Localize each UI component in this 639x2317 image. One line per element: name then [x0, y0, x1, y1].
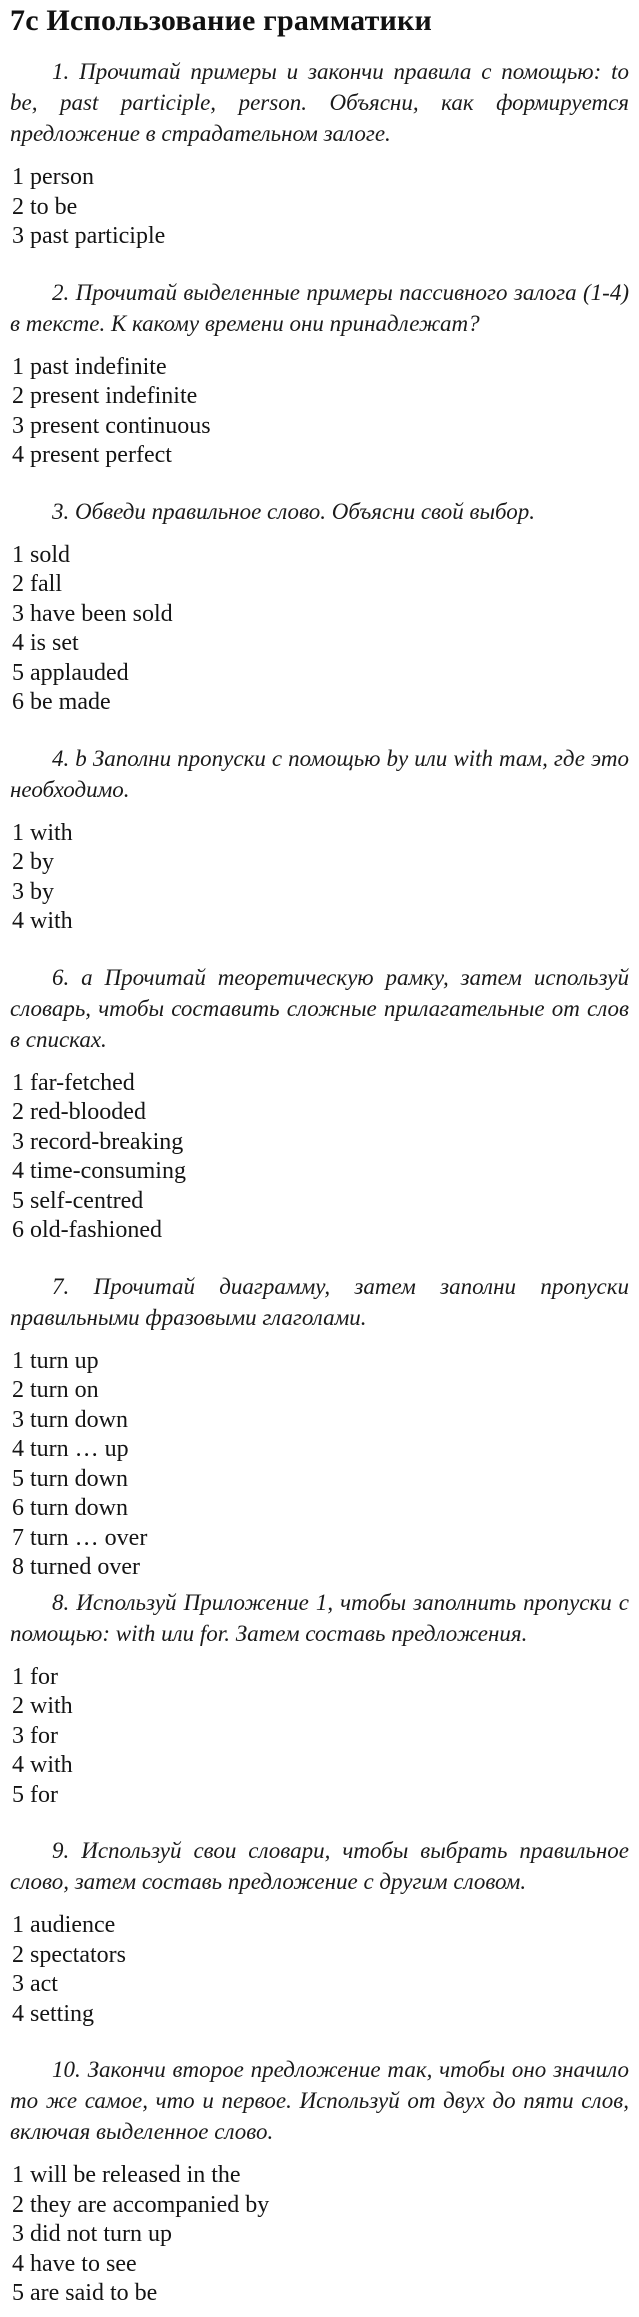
exercise-instruction: 10. Закончи второе предложение так, чтобы оно значило то же самое, что и первое. Используй от двух до пяти слов, включая выделенное слово.	[10, 2057, 629, 2144]
answer-item: 1 sold	[12, 541, 71, 568]
answer-item: 5 turn down	[12, 1465, 128, 1492]
answer-item: 5 for	[12, 1781, 58, 1808]
exercise-instruction: 4. b Заполни пропуски с помощью by или with там, где это необходимо.	[10, 745, 629, 802]
answer-item: 1 far-fetched	[12, 1069, 135, 1096]
answer-item: 2 with	[12, 1693, 73, 1719]
answer-item: 1 person	[12, 164, 94, 190]
answer-item: 1 past indefinite	[12, 353, 167, 380]
answer-list	[10, 2161, 629, 2309]
answer-item: 2 by	[12, 849, 54, 875]
answer-item: 4 present perfect	[12, 442, 172, 468]
answer-item: 2 red-blooded	[12, 1099, 146, 1125]
answer-item: 4 with	[12, 1752, 73, 1778]
answer-item: 4 setting	[12, 2000, 94, 2027]
answer-item: 4 have to see	[12, 2250, 137, 2277]
answer-item: 2 fall	[12, 571, 62, 597]
answer-item: 5 are said to be	[12, 2280, 158, 2306]
exercise-instruction: 2. Прочитай выделенные примеры пассивного залога (1-4) в тексте. К какому времени они принадлежат?	[10, 279, 629, 336]
answer-item: 5 applauded	[12, 659, 129, 686]
exercise-instruction: 1. Прочитай примеры и закончи правила с помощью: to be, past participle, person. Объясни, как формируется предложение в страдательном залоге.	[10, 59, 629, 146]
answer-item: 3 turn down	[12, 1406, 128, 1433]
answer-item: 1 turn up	[12, 1347, 99, 1374]
exercise-9	[10, 1835, 629, 2029]
answer-item: 1 will be released in the	[12, 2162, 241, 2188]
exercise-instruction: 3. Обведи правильное слово. Объясни свой выбор.	[52, 498, 536, 524]
exercise-3	[10, 496, 629, 718]
answer-item: 1 with	[12, 819, 73, 846]
answer-list	[10, 163, 629, 252]
answer-item: 3 past participle	[12, 223, 166, 249]
exercise-6a	[10, 962, 629, 1246]
answer-item: 4 turn … up	[12, 1436, 129, 1462]
answer-item: 2 turn on	[12, 1377, 99, 1403]
exercise-instruction: 6. а Прочитай теоретическую рамку, затем используй словарь, чтобы составить сложные прилагательные от слов в списках.	[10, 964, 629, 1052]
answer-item: 3 act	[12, 1971, 58, 1997]
answer-item: 1 audience	[12, 1912, 116, 1938]
answer-item: 2 they are accompanied by	[12, 2191, 270, 2218]
answer-item: 3 for	[12, 1722, 58, 1749]
answer-item: 1 for	[12, 1663, 58, 1690]
exercise-instruction: 7. Прочитай диаграмму, затем заполни пропуски правильными фразовыми глаголами.	[10, 1273, 629, 1330]
exercise-8	[10, 1587, 629, 1811]
answer-list	[10, 1663, 629, 1811]
answer-item: 6 old-fashioned	[12, 1217, 162, 1243]
answer-list	[10, 1911, 629, 2029]
exercise-10	[10, 2054, 629, 2309]
exercise-2	[10, 277, 629, 471]
answer-item: 6 turn down	[12, 1495, 128, 1521]
answer-item: 3 record-breaking	[12, 1128, 184, 1155]
answer-item: 4 with	[12, 908, 73, 934]
answer-item: 2 spectators	[12, 1941, 126, 1968]
answer-item: 4 is set	[12, 630, 79, 656]
exercise-1	[10, 56, 629, 252]
answer-item: 4 time-consuming	[12, 1158, 186, 1184]
exercise-7	[10, 1271, 629, 1583]
answer-list	[10, 819, 629, 937]
answer-item: 3 by	[12, 878, 54, 905]
answer-item: 3 did not turn up	[12, 2221, 172, 2247]
answer-item: 5 self-centred	[12, 1187, 144, 1214]
answer-list	[10, 541, 629, 718]
answer-list	[10, 1347, 629, 1583]
answer-item: 3 have been sold	[12, 600, 173, 627]
answer-item: 7 turn … over	[12, 1524, 148, 1551]
answer-list	[10, 353, 629, 471]
answer-item: 3 present continuous	[12, 412, 211, 439]
page-title: 7c Использование грамматики	[10, 4, 432, 37]
answer-item: 2 present indefinite	[12, 383, 198, 409]
answer-item: 6 be made	[12, 689, 111, 715]
exercise-4b	[10, 743, 629, 937]
exercise-instruction: 9. Используй свои словари, чтобы выбрать правильное слово, затем составь предложение с другим словом.	[10, 1838, 629, 1894]
answer-item: 8 turned over	[12, 1554, 140, 1580]
answer-list	[10, 1069, 629, 1246]
exercise-instruction: 8. Используй Приложение 1, чтобы заполнить пропуски с помощью: with или for. Затем составь предложения.	[10, 1589, 629, 1646]
answer-item: 2 to be	[12, 193, 78, 220]
